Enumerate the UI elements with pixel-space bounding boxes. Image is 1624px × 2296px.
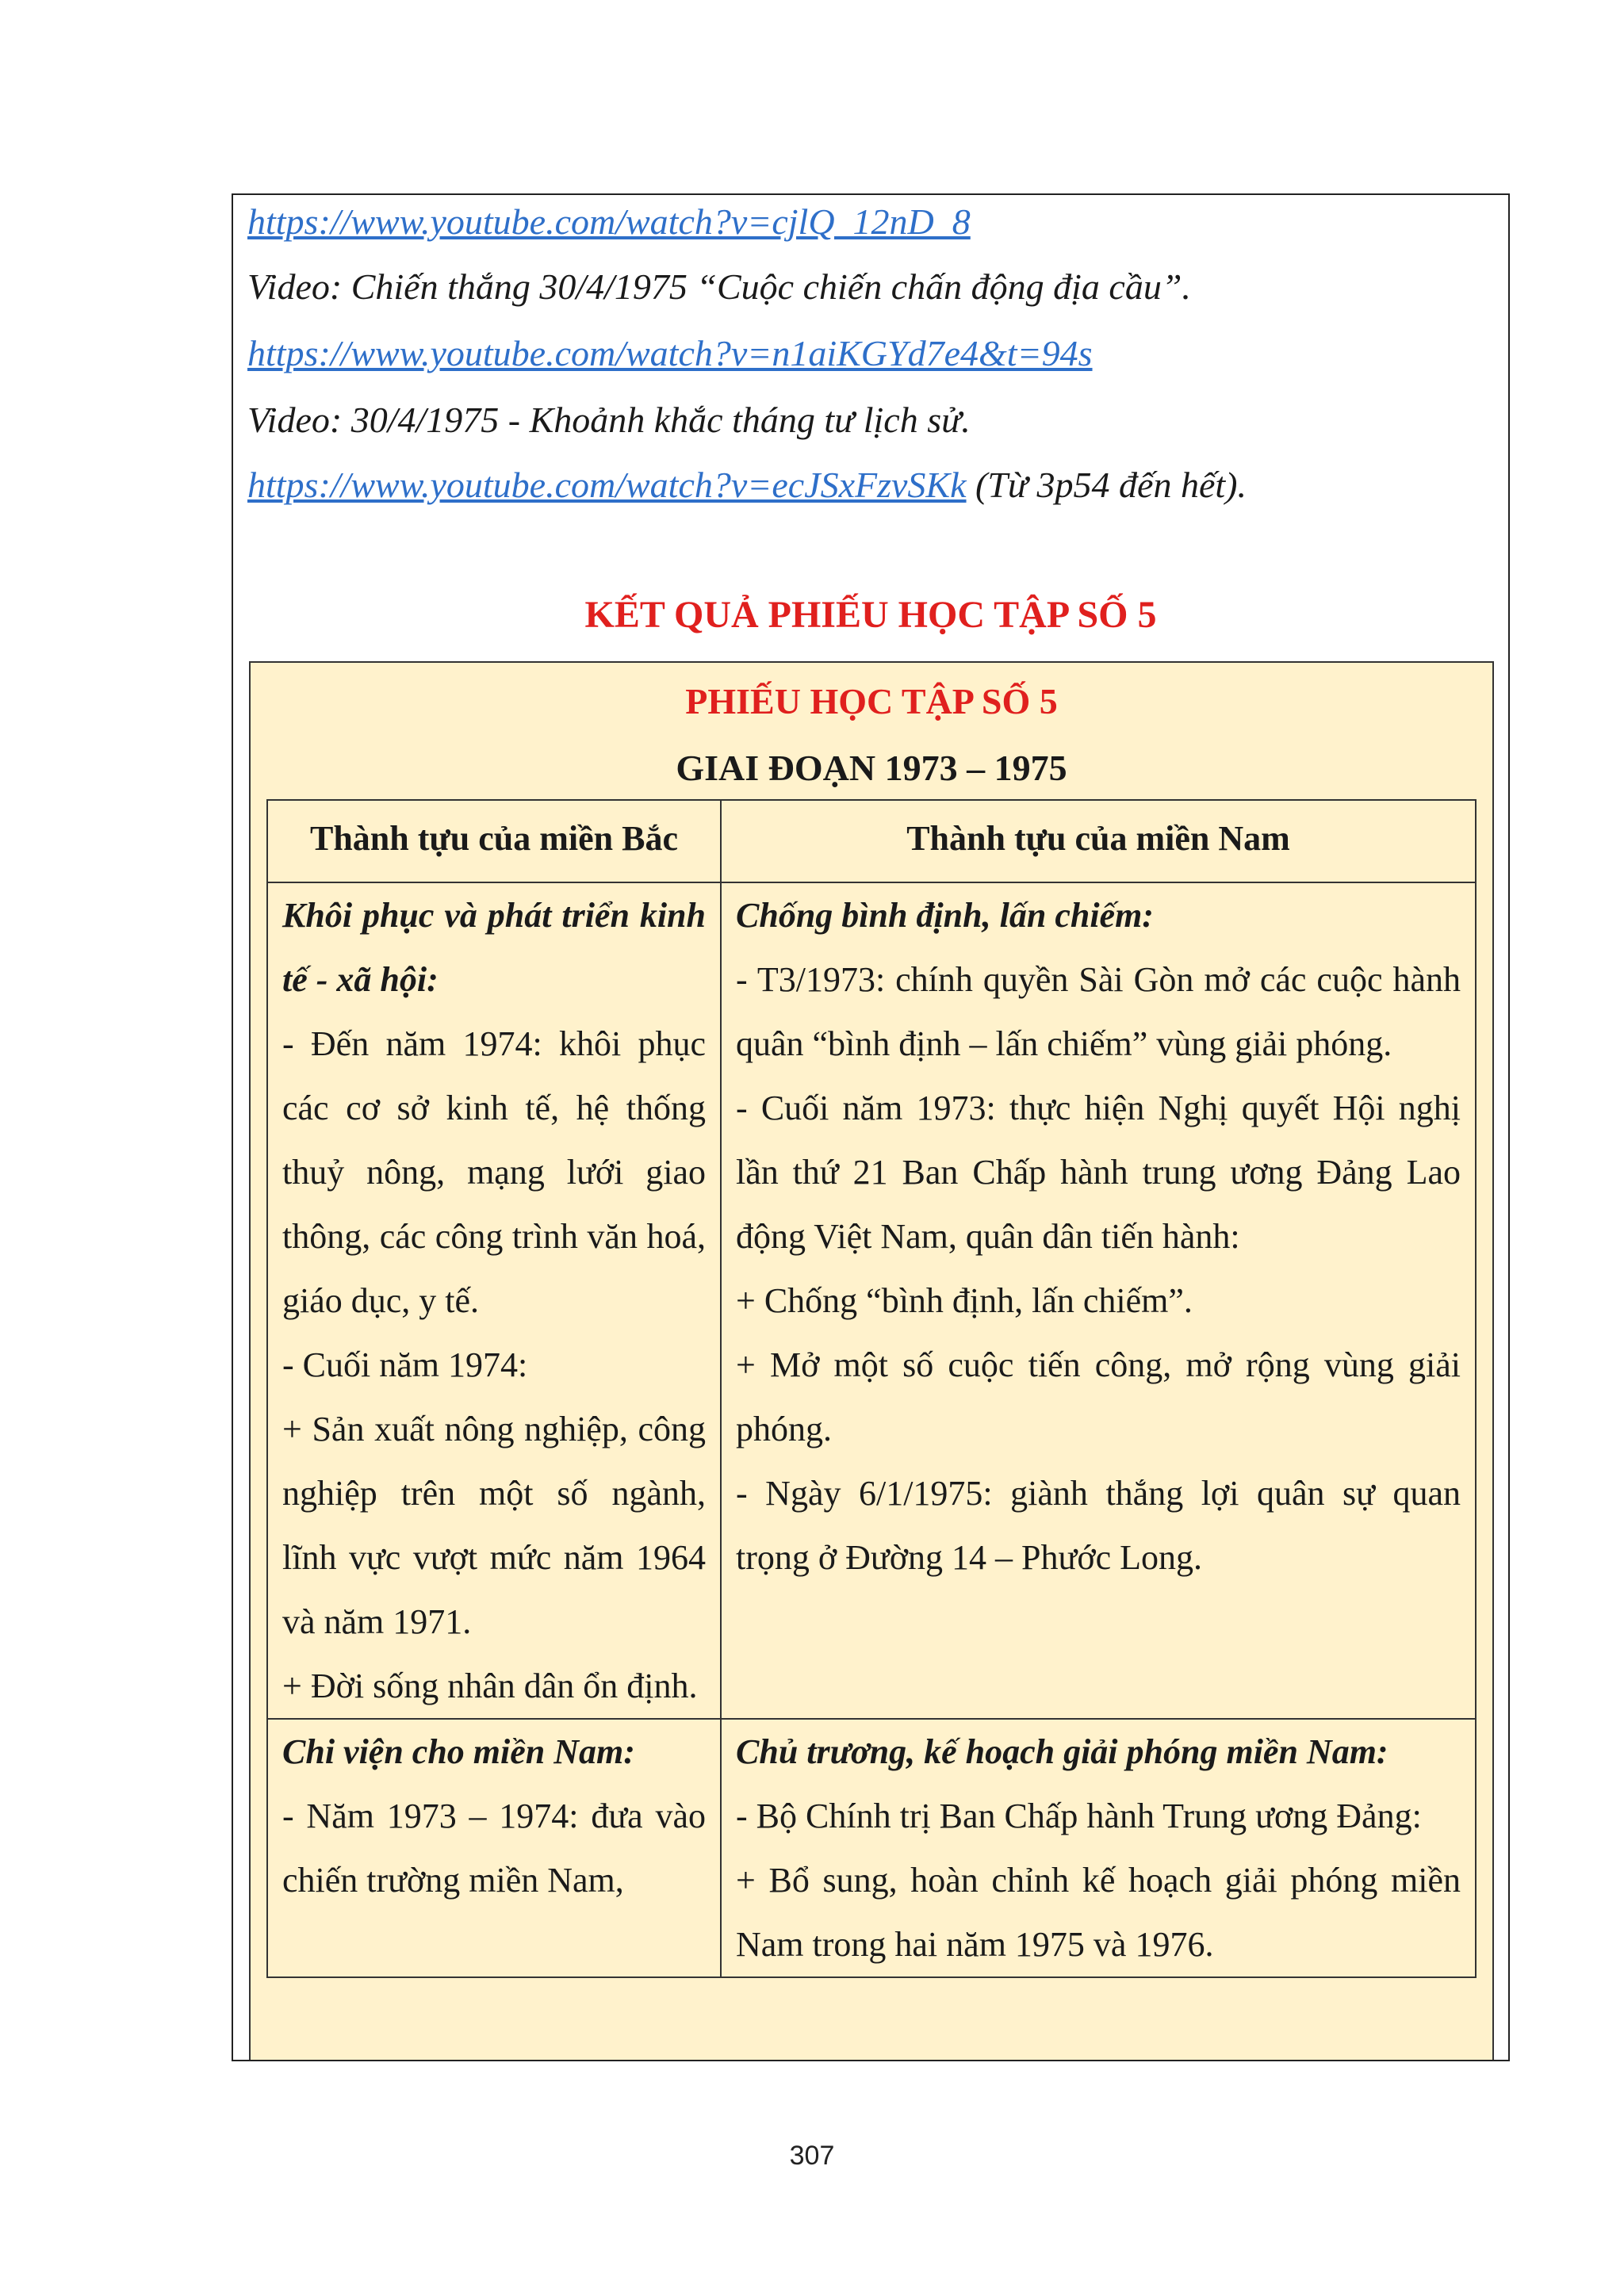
video-link-2[interactable]: https://www.youtube.com/watch?v=n1aiKGYd7e4&t=94s [247, 333, 1093, 373]
south-text: + Mở một số cuộc tiến công, mở rộng vùng giải phóng. [736, 1345, 1461, 1448]
south-text: + Bổ sung, hoàn chỉnh kế hoạch giải phóng miền Nam trong hai năm 1975 và 1976. [736, 1861, 1461, 1964]
page-number: 307 [789, 2141, 835, 2171]
south-text: - Bộ Chính trị Ban Chấp hành Trung ương Đảng: [736, 1797, 1422, 1835]
north-text: + Sản xuất nông nghiệp, công nghiệp trên một số ngành, lĩnh vực vượt mức năm 1964 và năm 1971. [282, 1410, 706, 1641]
south-heading-2: Chủ trương, kế hoạch giải phóng miền Nam: [736, 1732, 1388, 1771]
north-text: - Cuối năm 1974: [282, 1345, 528, 1384]
achievements-table [266, 799, 1477, 1978]
worksheet [249, 661, 1494, 2061]
north-heading-1: Khôi phục và phát triển kinh tế - xã hội: [282, 896, 706, 999]
south-cell-1 [721, 882, 1476, 1719]
north-text: - Năm 1973 – 1974: đưa vào chiến trường miền Nam, [282, 1797, 706, 1900]
worksheet-subtitle: GIAI ĐOẠN 1973 – 1975 [676, 748, 1067, 788]
table-row [267, 1719, 1476, 1977]
south-cell-2 [721, 1719, 1476, 1977]
north-cell-1 [267, 882, 721, 1719]
north-cell-2 [267, 1719, 721, 1977]
result-title: KẾT QUẢ PHIẾU HỌC TẬP SỐ 5 [584, 594, 1157, 636]
content-frame [232, 193, 1510, 2061]
video-link-3-line [247, 463, 1247, 507]
south-text: - T3/1973: chính quyền Sài Gòn mở các cuộc hành quân “bình định – lấn chiếm” vùng giải phóng. [736, 960, 1461, 1063]
video-link-1-line [247, 200, 971, 244]
header-north: Thành tựu của miền Bắc [267, 800, 721, 882]
worksheet-title: PHIẾU HỌC TẬP SỐ 5 [685, 681, 1058, 721]
south-text: + Chống “bình định, lấn chiếm”. [736, 1281, 1193, 1320]
video-link-3-note: (Từ 3p54 đến hết). [966, 465, 1247, 505]
video-link-3[interactable]: https://www.youtube.com/watch?v=ecJSxFzvSKk [247, 465, 967, 505]
north-text: - Đến năm 1974: khôi phục các cơ sở kinh tế, hệ thống thuỷ nông, mạng lưới giao thông, các công trình văn hoá, giáo dục, y tế. [282, 1024, 706, 1320]
south-text: - Cuối năm 1973: thực hiện Nghị quyết Hội nghị lần thứ 21 Ban Chấp hành trung ương Đảng Lao động Việt Nam, quân dân tiến hành: [736, 1089, 1461, 1256]
header-south: Thành tựu của miền Nam [721, 800, 1476, 882]
table-header-row [267, 800, 1476, 882]
video-link-1[interactable]: https://www.youtube.com/watch?v=cjlQ_12nD_8 [247, 201, 971, 242]
video-link-2-line [247, 331, 1093, 376]
south-heading-1: Chống bình định, lấn chiếm: [736, 896, 1154, 935]
video-caption-2: Video: Chiến thắng 30/4/1975 “Cuộc chiến chấn động địa cầu”. [247, 266, 1191, 307]
north-text: + Đời sống nhân dân ổn định. [282, 1667, 698, 1705]
table-row [267, 882, 1476, 1719]
video-caption-3: Video: 30/4/1975 - Khoảnh khắc tháng tư lịch sử. [247, 400, 971, 440]
north-heading-2: Chi viện cho miền Nam: [282, 1732, 635, 1771]
south-text: - Ngày 6/1/1975: giành thắng lợi quân sự quan trọng ở Đường 14 – Phước Long. [736, 1474, 1461, 1577]
